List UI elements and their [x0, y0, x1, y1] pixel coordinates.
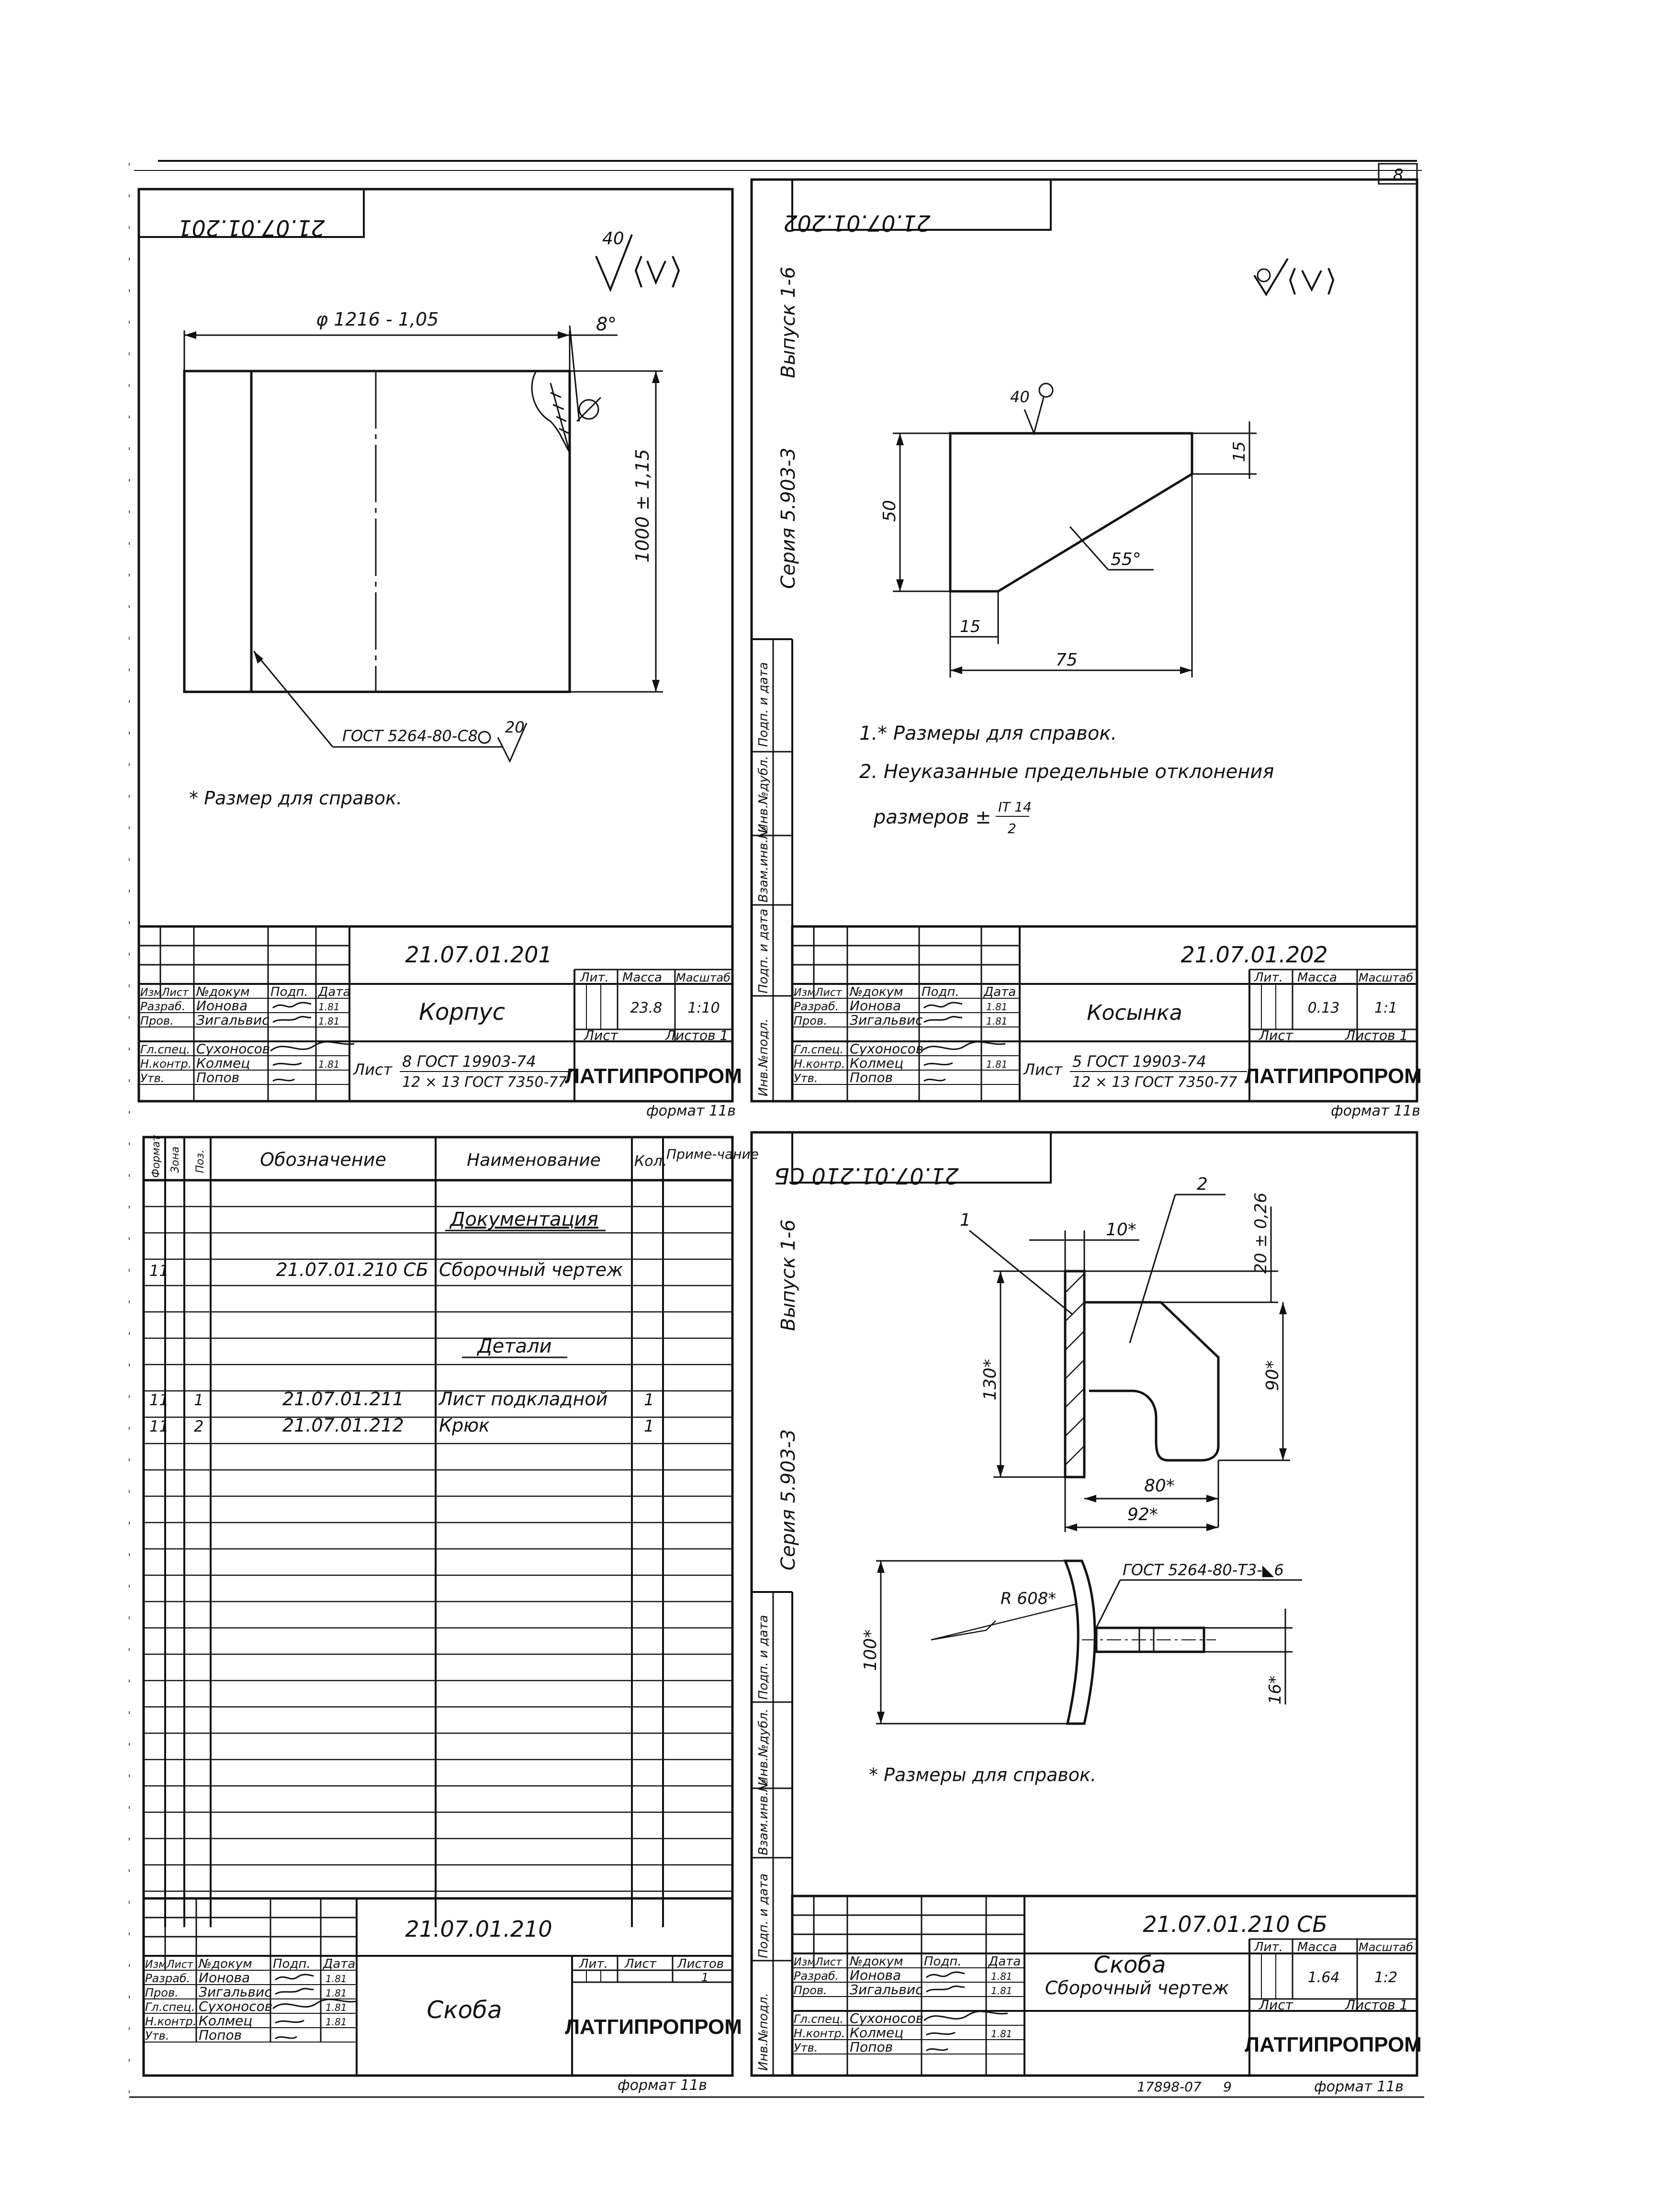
skoba-massa: 1.64 — [1307, 1969, 1340, 1986]
label-data: Дата — [318, 985, 351, 999]
series-label-top: Серия 5.903-3 — [777, 447, 799, 589]
person-utv: Попов — [850, 1070, 893, 1085]
label-prov: Пров. — [794, 1984, 827, 1997]
side-col-podp2: Подп. и дата — [756, 662, 771, 747]
spec-header-qty: Кол. — [634, 1153, 667, 1170]
label-glspec: Гл.спец. — [145, 2000, 195, 2014]
label-nkontr: Н.контр. — [794, 1057, 845, 1071]
side-col-vzam: Взам.инв.№ — [756, 826, 771, 903]
spec-section-documentation: Документация — [450, 1208, 598, 1230]
skoba-pos-2: 2 — [1197, 1174, 1208, 1194]
label-lit: Лит. — [1254, 971, 1283, 985]
kosynka-company: ЛАТГИПРОПРОМ — [1245, 1064, 1422, 1088]
label-podp: Подп. — [273, 1957, 311, 1971]
kosynka-note-2b: размеров ± — [874, 806, 991, 828]
date-1: 1.81 — [326, 1973, 347, 1985]
skoba-dim-100: 100* — [861, 1629, 880, 1671]
kosynka-dim-75: 75 — [1056, 650, 1078, 670]
spec-listov-value: 1 — [701, 1971, 709, 1984]
label-glspec: Гл.спец. — [140, 1043, 190, 1056]
skoba-company: ЛАТГИПРОПРОМ — [1245, 2033, 1422, 2056]
label-listov1: Листов 1 — [1345, 1027, 1408, 1043]
skoba-dim-r608: R 608* — [1001, 1589, 1057, 1608]
label-utv: Утв. — [794, 1072, 818, 1085]
person-razrab: Ионова — [196, 998, 248, 1014]
label-data: Дата — [989, 1954, 1021, 1969]
skoba-dim-92: 92* — [1127, 1505, 1158, 1524]
kosynka-dim-15-top: 15 — [1230, 441, 1249, 462]
label-utv: Утв. — [145, 2029, 169, 2043]
person-razrab: Ионова — [850, 998, 901, 1014]
kosynka-shape — [950, 433, 1192, 591]
svg-text:1: 1 — [644, 1390, 654, 1410]
person-utv: Попов — [850, 2039, 893, 2055]
skoba-dim-90: 90* — [1263, 1360, 1282, 1391]
skoba-dim-80: 80* — [1144, 1476, 1175, 1496]
svg-text:Крюк: Крюк — [439, 1415, 490, 1436]
person-prov: Зигальвис — [199, 1984, 272, 2000]
skoba-pos-1: 1 — [960, 1210, 971, 1230]
label-docum: №докум — [850, 985, 903, 999]
korpus-company: ЛАТГИПРОПРОМ — [565, 1064, 742, 1088]
spec-header-format: Формат — [150, 1135, 162, 1178]
korpus-material-2: 12 × 13 ГОСТ 7350-77 — [402, 1074, 567, 1091]
kosynka-roughness-40: 40 — [1010, 388, 1030, 406]
titleblock-korpus — [139, 926, 742, 1119]
spec-header-pos: Поз. — [194, 1150, 206, 1173]
label-nkontr: Н.контр. — [794, 2027, 845, 2040]
date-2: 1.81 — [318, 1016, 340, 1027]
person-glspec: Сухоносов — [850, 2010, 924, 2026]
date-2: 1.81 — [326, 1987, 347, 1999]
person-glspec: Сухоносов — [196, 1041, 270, 1057]
skoba-scale: 1:2 — [1374, 1969, 1398, 1986]
korpus-weld-note: ГОСТ 5264-80-С8 — [342, 727, 478, 745]
side-col-invdubl: Инв.№дубл. — [756, 1708, 771, 1786]
label-list: Лист — [167, 1959, 193, 1971]
label-podp: Подп. — [924, 1954, 962, 1969]
person-prov: Зигальвис — [196, 1012, 270, 1028]
skoba-dim-10: 10* — [1106, 1220, 1136, 1240]
korpus-angle-dim: 8° — [596, 314, 617, 335]
korpus-scale: 1:10 — [687, 1000, 720, 1016]
spec-code: 21.07.01.210 — [405, 1916, 552, 1942]
svg-text:Лист подкладной: Лист подкладной — [439, 1388, 608, 1410]
date-3: 1.81 — [986, 1059, 1008, 1070]
skoba-code: 21.07.01.210 СБ — [1143, 1911, 1327, 1937]
label-list: Лист — [815, 1956, 842, 1968]
date-3: 1.81 — [991, 2028, 1012, 2040]
date-1: 1.81 — [991, 1971, 1012, 1982]
kosynka-angle-dim: 55° — [1111, 550, 1141, 569]
side-col-podp1: Подп. и дата — [756, 1873, 771, 1958]
korpus-roughness-value: 40 — [602, 229, 624, 248]
kosynka-material-1: 5 ГОСТ 19903-74 — [1072, 1052, 1206, 1071]
titleblock-spec — [144, 1898, 742, 2094]
side-col-invdubl: Инв.№дубл. — [756, 756, 771, 833]
label-list: Лист — [162, 987, 189, 999]
svg-text:11: 11 — [149, 1417, 169, 1435]
spec-name: Скоба — [427, 1996, 502, 2024]
side-col-invpodl: Инв.№подл. — [756, 1993, 771, 2071]
label-massa: Масса — [622, 971, 662, 985]
side-col-invpodl: Инв.№подл. — [756, 1018, 771, 1096]
kosynka-material-2: 12 × 13 ГОСТ 7350-77 — [1072, 1074, 1237, 1091]
label-massa: Масса — [1297, 1940, 1337, 1954]
kosynka-massa: 0.13 — [1307, 1000, 1340, 1016]
korpus-weld-roughness: 20 — [505, 718, 525, 736]
korpus-body — [184, 371, 570, 692]
spec-row — [149, 1415, 654, 1436]
skoba-dim-16: 16* — [1266, 1675, 1285, 1704]
person-glspec: Сухоносов — [850, 1041, 924, 1057]
format-label-2: формат 11в — [1331, 1103, 1420, 1119]
label-lit: Лит. — [579, 1957, 608, 1971]
label-razrab: Разраб. — [145, 1972, 191, 1985]
date-2: 1.81 — [986, 1016, 1008, 1027]
person-razrab: Ионова — [850, 1967, 901, 1983]
date-1: 1.81 — [986, 1001, 1008, 1013]
label-data: Дата — [984, 985, 1016, 999]
skoba-hook — [1084, 1302, 1218, 1460]
spec-company: ЛАТГИПРОПРОМ — [565, 2015, 742, 2039]
svg-text:11: 11 — [149, 1262, 169, 1280]
label-razrab: Разраб. — [140, 1000, 186, 1013]
korpus-material-1: 8 ГОСТ 19903-74 — [402, 1052, 536, 1071]
archive-number: 17898-07 — [1137, 2079, 1202, 2095]
person-nkontr: Колмец — [850, 2025, 904, 2041]
label-data: Дата — [323, 1957, 356, 1971]
korpus-code: 21.07.01.201 — [405, 942, 552, 968]
label-list-small: Лист — [625, 1957, 656, 1971]
label-masshtab: Масштаб — [1359, 971, 1414, 984]
side-col-vzam: Взам.инв.№ — [756, 1779, 771, 1855]
series-issue-bottom: Выпуск 1-6 — [777, 1219, 799, 1331]
person-nkontr: Колмец — [850, 1055, 904, 1071]
skoba-curved-plate — [1065, 1561, 1095, 1724]
label-prov: Пров. — [794, 1014, 827, 1027]
label-podp: Подп. — [922, 985, 959, 999]
person-nkontr: Колмец — [196, 1055, 250, 1071]
date-3: 1.81 — [318, 1059, 340, 1070]
svg-text:21.07.01.212: 21.07.01.212 — [282, 1415, 404, 1436]
label-razrab: Разраб. — [794, 1969, 839, 1983]
korpus-note: * Размер для справок. — [189, 788, 403, 809]
label-nkontr: Н.контр. — [140, 1057, 192, 1071]
label-list: Лист — [815, 987, 842, 999]
spec-header-designation: Обозначение — [260, 1149, 386, 1170]
skoba-plate — [1065, 1271, 1084, 1477]
person-razrab: Ионова — [199, 1970, 250, 1986]
spec-header-zone: Зона — [169, 1146, 181, 1173]
footer-sheet-number: 9 — [1223, 2079, 1232, 2095]
person-glspec: Сухоносов — [199, 1998, 273, 2014]
kosynka-dim-50: 50 — [880, 500, 900, 522]
spec-header-note: Приме-чание — [666, 1146, 759, 1162]
skoba-note: * Размеры для справок. — [869, 1764, 1097, 1785]
titleblock-kosynka — [792, 926, 1422, 1119]
series-label-bottom: Серия 5.903-3 — [777, 1429, 799, 1570]
label-docum: №докум — [199, 1957, 252, 1971]
skoba-dim-20: 20 ± 0,26 — [1251, 1192, 1271, 1274]
skoba-weld-note: ГОСТ 5264-80-Т3-◣6 — [1123, 1561, 1284, 1579]
svg-text:11: 11 — [149, 1391, 169, 1409]
side-col-podp1: Подп. и дата — [756, 908, 771, 993]
label-listov1: Листов 1 — [1345, 1997, 1408, 2013]
label-izm: Изм — [794, 987, 815, 999]
svg-text:2: 2 — [194, 1417, 204, 1435]
label-utv: Утв. — [140, 1072, 165, 1085]
format-label-1: формат 11в — [646, 1103, 736, 1119]
label-utv: Утв. — [794, 2041, 818, 2054]
label-list-small: Лист — [584, 1027, 618, 1043]
svg-text:1: 1 — [194, 1391, 204, 1409]
korpus-code-rotated: 21.07.01.201 — [178, 215, 325, 241]
label-list-small: Лист — [1259, 1027, 1293, 1043]
svg-text:1: 1 — [644, 1417, 654, 1436]
kosynka-scale: 1:1 — [1374, 1000, 1398, 1016]
label-prov: Пров. — [140, 1014, 174, 1027]
label-material-list: Лист — [1023, 1061, 1063, 1079]
korpus-height-dim: 1000 ± 1,15 — [632, 449, 653, 563]
kosynka-note-2a: 2. Неуказанные предельные отклонения — [859, 761, 1274, 783]
spec-section-details: Детали — [477, 1335, 552, 1357]
person-prov: Зигальвис — [850, 1012, 923, 1028]
label-glspec: Гл.спец. — [794, 1043, 843, 1056]
label-izm: Изм — [145, 1959, 167, 1971]
sheet-number: 8 — [1393, 166, 1404, 185]
kosynka-note-1: 1.* Размеры для справок. — [859, 722, 1117, 745]
label-docum: №докум — [850, 1954, 903, 1969]
svg-text:21.07.01.211: 21.07.01.211 — [282, 1388, 404, 1410]
spec-header-name: Наименование — [467, 1151, 601, 1170]
date-3: 1.81 — [326, 2002, 347, 2013]
skoba-subtitle: Сборочный чертеж — [1045, 1977, 1229, 1998]
label-razrab: Разраб. — [794, 1000, 839, 1013]
label-list-small: Лист — [1259, 1997, 1293, 2013]
skoba-code-rotated: 21.07.01.210 СБ — [774, 1163, 959, 1189]
kosynka-note-2-frac-top: IT 14 — [998, 799, 1032, 815]
label-lit: Лит. — [580, 971, 609, 985]
date-1: 1.81 — [318, 1001, 340, 1013]
spec-row — [149, 1388, 654, 1410]
korpus-name: Корпус — [418, 999, 506, 1026]
roughness-icon — [1254, 259, 1288, 294]
person-prov: Зигальвис — [850, 1982, 923, 1998]
label-prov: Пров. — [145, 1986, 179, 1999]
skoba-dim-130: 130* — [980, 1359, 1000, 1400]
kosynka-dim-15-bottom: 15 — [960, 617, 981, 636]
label-glspec: Гл.спец. — [794, 2012, 843, 2026]
series-issue-top: Выпуск 1-6 — [777, 266, 799, 378]
person-utv: Попов — [199, 2027, 242, 2043]
label-podp: Подп. — [270, 985, 308, 999]
format-label-4: формат 11в — [1314, 2078, 1404, 2095]
label-izm: Изм — [794, 1956, 815, 1968]
label-masshtab: Масштаб — [1359, 1941, 1414, 1954]
date-2: 1.81 — [991, 1985, 1012, 1997]
korpus-massa: 23.8 — [630, 1000, 663, 1016]
svg-text:21.07.01.210 СБ: 21.07.01.210 СБ — [276, 1259, 428, 1280]
titleblock-skoba — [792, 1896, 1422, 2095]
label-nkontr: Н.контр. — [145, 2015, 197, 2028]
label-lit: Лит. — [1254, 1940, 1283, 1954]
kosynka-name: Косынка — [1087, 1001, 1182, 1025]
label-listov: Листов — [677, 1957, 724, 1971]
label-izm: Изм — [140, 987, 162, 999]
kosynka-note-2-frac-bottom: 2 — [1008, 821, 1016, 836]
side-col-podp2: Подп. и дата — [756, 1614, 771, 1700]
kosynka-code-rotated: 21.07.01.202 — [783, 210, 931, 236]
label-docum: №докум — [196, 985, 250, 999]
korpus-diameter-dim: φ 1216 - 1,05 — [316, 309, 439, 330]
label-material-list: Лист — [353, 1061, 393, 1079]
format-label-3: формат 11в — [618, 2077, 707, 2094]
label-massa: Масса — [1297, 971, 1337, 985]
label-listov1: Листов 1 — [665, 1027, 729, 1043]
spec-row — [149, 1259, 623, 1280]
skoba-name: Скоба — [1093, 1952, 1166, 1978]
kosynka-code: 21.07.01.202 — [1181, 942, 1328, 968]
date-4: 1.81 — [326, 2016, 347, 2028]
person-utv: Попов — [196, 1070, 240, 1085]
svg-text:Сборочный чертеж: Сборочный чертеж — [439, 1259, 623, 1280]
label-masshtab: Масштаб — [676, 971, 731, 984]
person-nkontr: Колмец — [199, 2013, 253, 2029]
